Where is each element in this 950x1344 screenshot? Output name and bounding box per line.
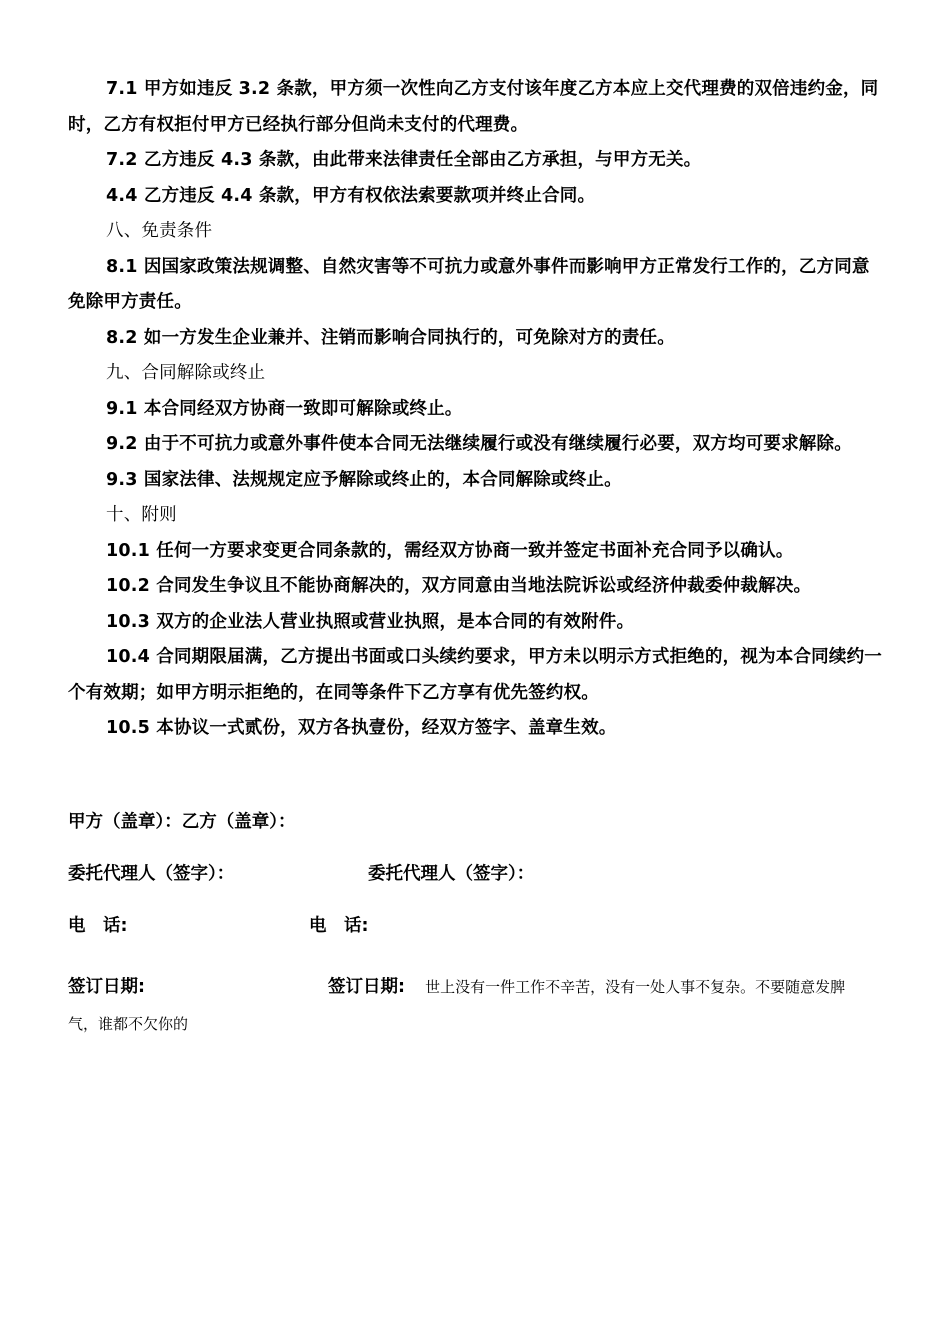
clause-paragraph: 10.2 合同发生争议且不能协商解决的，双方同意由当地法院诉讼或经济仲裁委仲裁解决。: [106, 576, 812, 596]
contract-clauses: [68, 72, 884, 747]
date-row-b: [328, 973, 845, 998]
agent-row: [68, 860, 234, 885]
clause-paragraph: 10.5 本协议一式贰份，双方各执壹份，经双方签字、盖章生效。: [106, 718, 617, 738]
clause-paragraph: 9.2 由于不可抗力或意外事件使本合同无法继续履行或没有继续履行必要，双方均可要求解除。: [106, 434, 852, 454]
agent-row-b: [368, 860, 534, 885]
party-a-phone-label: 电 话:: [68, 916, 128, 936]
party-b-date-label: 签订日期:: [328, 977, 405, 997]
section-heading: 八、免责条件: [106, 221, 213, 241]
phone-row: [68, 912, 128, 937]
clause-paragraph: 9.1 本合同经双方协商一致即可解除或终止。: [106, 398, 463, 419]
clause-paragraph: 7.1 甲方如违反 3.2 条款，甲方须一次性向乙方支付该年度乙方本应上交代理费的双倍违约金，同时，乙方有权拒付甲方已经执行部分但尚未支付的代理费。: [68, 79, 879, 135]
date-row: [68, 973, 145, 998]
party-a-seal-label: 甲方（盖章）：: [68, 812, 182, 832]
clause-paragraph: 8.2 如一方发生企业兼并、注销而影响合同执行的，可免除对方的责任。: [106, 327, 675, 348]
clause-paragraph: 10.4 合同期限届满，乙方提出书面或口头续约要求，甲方未以明示方式拒绝的，视为本合同续约一个有效期；如甲方明示拒绝的，在同等条件下乙方享有优先签约权。: [68, 647, 882, 703]
clause-paragraph: 7.2 乙方违反 4.3 条款，由此带来法律责任全部由乙方承担，与甲方无关。: [106, 150, 702, 170]
party-b-agent-label: 委托代理人（签字）：: [368, 864, 535, 884]
clause-paragraph: 10.3 双方的企业法人营业执照或营业执照，是本合同的有效附件。: [106, 611, 635, 632]
footer-note-line2: 气，谁都不欠你的: [68, 1015, 189, 1033]
party-b-seal-label: 乙方（盖章）：: [181, 812, 296, 832]
section-heading: 十、附则: [106, 505, 177, 525]
seal-row: [68, 808, 296, 833]
clause-paragraph: 8.1 因国家政策法规调整、自然灾害等不可抗力或意外事件而影响甲方正常发行工作的，乙方同意免除甲方责任。: [68, 256, 870, 312]
clause-paragraph: 9.3 国家法律、法规规定应予解除或终止的，本合同解除或终止。: [106, 469, 622, 490]
phone-row-b: [309, 912, 369, 937]
party-a-agent-label: 委托代理人（签字）：: [68, 864, 235, 884]
party-a-date-label: 签订日期:: [68, 977, 145, 997]
footer-note-line1: 世上没有一件工作不辛苦，没有一处人事不复杂。不要随意发脾: [425, 978, 846, 996]
clause-paragraph: 4.4 乙方违反 4.4 条款，甲方有权依法索要款项并终止合同。: [106, 185, 596, 206]
clause-paragraph: 10.1 任何一方要求变更合同条款的，需经双方协商一致并签定书面补充合同予以确认。: [106, 540, 794, 561]
party-b-phone-label: 电 话:: [309, 916, 369, 936]
section-heading: 九、合同解除或终止: [106, 363, 266, 383]
